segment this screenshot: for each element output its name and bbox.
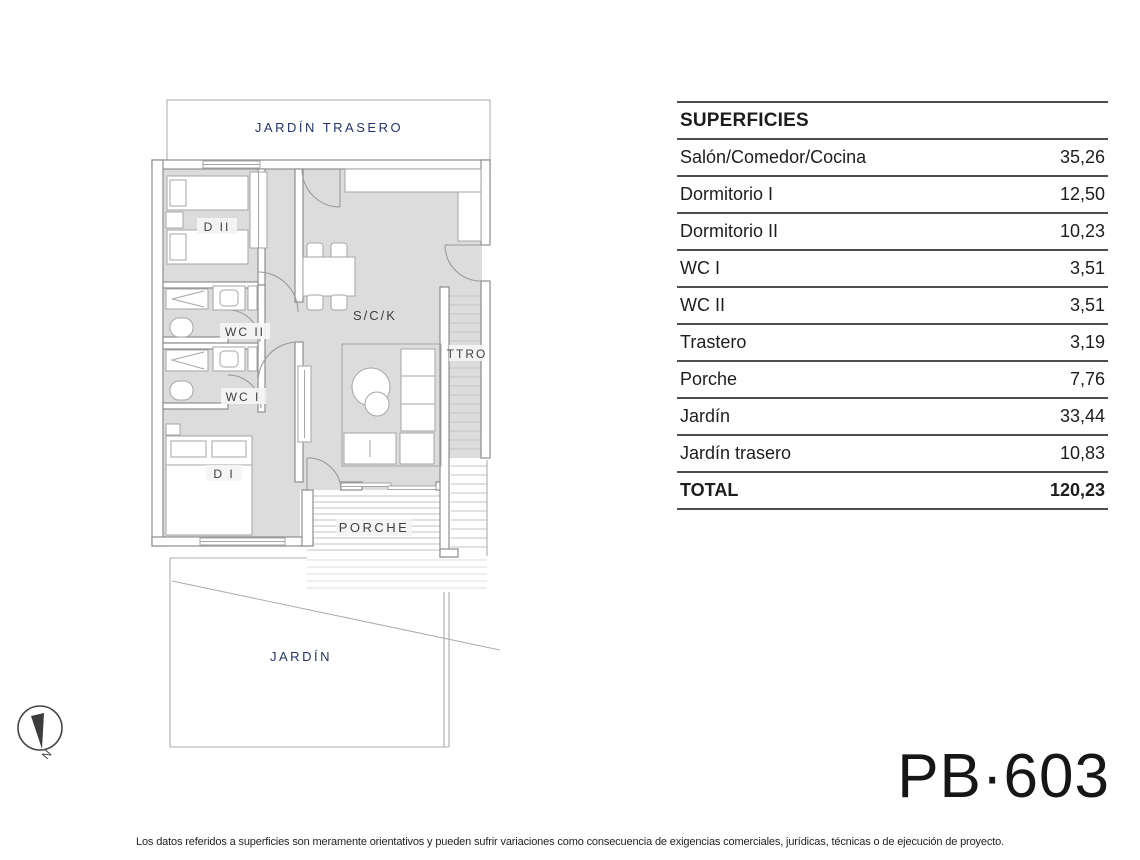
table-title: SUPERFICIES (680, 109, 809, 131)
area-value: 33,44 (1059, 406, 1105, 426)
total-value: 120,23 (1049, 480, 1105, 500)
table-row (677, 323, 1108, 360)
area-label: Jardín trasero (680, 443, 792, 463)
north-arrow-icon (18, 706, 62, 762)
area-label: WC I (680, 258, 720, 278)
area-label: Dormitorio II (680, 221, 779, 241)
area-label: Porche (680, 369, 738, 389)
table-row (677, 212, 1108, 249)
bedroom1-label: D I (213, 467, 235, 481)
area-label: Jardín (680, 406, 731, 426)
area-label: Dormitorio I (680, 184, 774, 204)
porch-hatch (307, 496, 487, 588)
wc1-label: WC I (225, 390, 261, 404)
exterior-steps (451, 460, 487, 556)
area-value: 3,19 (1069, 332, 1105, 352)
garden-label: JARDÍN (270, 649, 332, 664)
pocket-door (298, 366, 311, 442)
area-value: 3,51 (1069, 295, 1105, 315)
plan-code: PB·603 (897, 742, 1110, 811)
total-label: TOTAL (680, 480, 739, 500)
porch-label: PORCHE (338, 520, 410, 535)
area-value: 10,83 (1059, 443, 1105, 463)
area-value: 10,23 (1059, 221, 1105, 241)
table-row (677, 286, 1108, 323)
storage-label: TTRO (446, 347, 488, 361)
area-label: Trastero (680, 332, 747, 352)
table-row (677, 249, 1108, 286)
surfaces-table (677, 101, 1108, 510)
garden-boundary (170, 558, 500, 747)
table-row (677, 360, 1108, 397)
table-header (677, 101, 1108, 138)
wc2-label: WC II (225, 325, 265, 339)
area-label: WC II (680, 295, 725, 315)
table-row (677, 175, 1108, 212)
area-value: 7,76 (1069, 369, 1105, 389)
table-row (677, 397, 1108, 434)
north-label: N (40, 748, 55, 762)
table-row (677, 434, 1108, 471)
area-value: 35,26 (1059, 147, 1105, 167)
table-row (677, 138, 1108, 175)
table-total-row (677, 471, 1108, 510)
living-label: S/C/K (353, 308, 397, 323)
area-value: 12,50 (1059, 184, 1105, 204)
back-garden-label: JARDÍN TRASERO (254, 120, 404, 135)
area-label: Salón/Comedor/Cocina (680, 147, 867, 167)
disclaimer-text: Los datos referidos a superficies son meramente orientativos y pueden sufrir variaciones como consecuencia de exigencias comerciales, jurídicas, técnicas o de ejecución de proyecto. (136, 836, 1004, 848)
bedroom2-label: D II (203, 220, 231, 234)
area-value: 3,51 (1069, 258, 1105, 278)
